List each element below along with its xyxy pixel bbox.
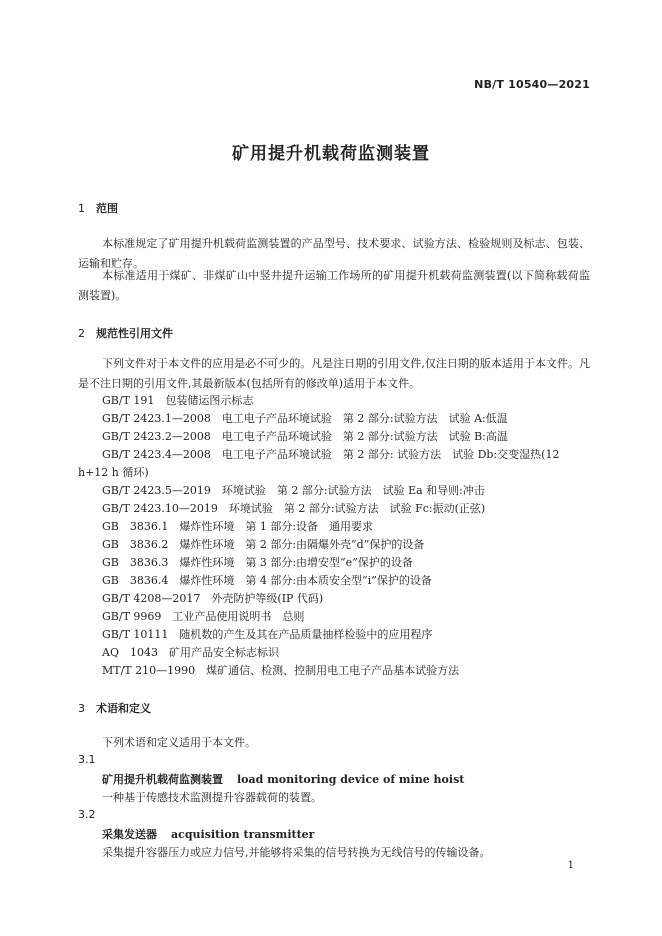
ref-item: GB/T 2423.5—2019 环境试验 第 2 部分:试验方法 试验 Ea 和导则:冲击 [102,484,485,497]
ref-item: GB 3836.1 爆炸性环境 第 1 部分:设备 通用要求 [102,520,374,533]
section-title: 术语和定义 [96,702,151,715]
term-entry [102,826,314,842]
section-heading-terms [78,700,151,716]
term-number: 3.2 [78,808,96,821]
section-title: 规范性引用文件 [96,327,173,340]
section-title: 范围 [96,202,118,215]
ref-item: AQ 1043 矿用产品安全标志标识 [102,646,279,659]
ref-item: MT/T 210—1990 煤矿通信、检测、控制用电工电子产品基本试验方法 [102,664,460,677]
refs-intro: 下列文件对于本文件的应用是必不可少的。凡是注日期的引用文件,仅注日期的版本适用于本文件。凡是不注日期的引用文件,其最新版本(包括所有的修改单)适用于本文件。 [78,357,590,390]
section-heading-refs [78,325,173,341]
term-chinese: 矿用提升机载荷监测装置 [102,773,223,786]
ref-item: GB/T 2423.4—2008 电工电子产品环境试验 第 2 部分: 试验方法 试验 Db:交变湿热(12 h+12 h 循环) [78,448,560,479]
term-english: acquisition transmitter [171,828,315,841]
page-number: 1 [567,860,574,871]
term-definition: 采集提升容器压力或应力信号,并能够将采集的信号转换为无线信号的传输设备。 [102,846,491,859]
document-title: 矿用提升机载荷监测装置 [232,144,430,164]
standard-code: NB/T 10540—2021 [474,78,590,91]
section-number: 2 [78,327,85,340]
section-number: 1 [78,202,85,215]
ref-item: GB/T 10111 随机数的产生及其在产品质量抽样检验中的应用程序 [102,628,433,641]
ref-item: GB/T 191 包装储运图示标志 [102,394,254,407]
term-english: load monitoring device of mine hoist [237,773,465,786]
ref-item: GB 3836.4 爆炸性环境 第 4 部分:由本质安全型“i”保护的设备 [102,574,432,587]
scope-paragraph-1: 本标准规定了矿用提升机载荷监测装置的产品型号、技术要求、试验方法、检验规则及标志、包装、运输和贮存。 [78,237,590,270]
term-entry [102,771,464,787]
section-number: 3 [78,702,85,715]
terms-intro: 下列术语和定义适用于本文件。 [102,736,256,749]
ref-item: GB/T 9969 工业产品使用说明书 总则 [102,610,305,623]
ref-item: GB/T 2423.2—2008 电工电子产品环境试验 第 2 部分:试验方法 试验 B:高温 [102,430,508,443]
ref-item: GB/T 4208—2017 外壳防护等级(IP 代码) [102,592,324,605]
ref-item: GB/T 2423.1—2008 电工电子产品环境试验 第 2 部分:试验方法 试验 A:低温 [102,412,508,425]
ref-item: GB 3836.2 爆炸性环境 第 2 部分:由隔爆外壳“d”保护的设备 [102,538,425,551]
term-chinese: 采集发送器 [102,828,157,841]
term-definition: 一种基于传感技术监测提升容器载荷的装置。 [102,791,322,804]
section-heading-scope [78,200,118,216]
ref-item: GB 3836.3 爆炸性环境 第 3 部分:由增安型“e”保护的设备 [102,556,413,569]
ref-item: GB/T 2423.10—2019 环境试验 第 2 部分:试验方法 试验 Fc:振动(正弦) [102,502,486,515]
scope-paragraph-2: 本标准适用于煤矿、非煤矿山中竖井提升运输工作场所的矿用提升机载荷监测装置(以下简称载荷监测装置)。 [78,269,590,302]
term-number: 3.1 [78,753,96,766]
